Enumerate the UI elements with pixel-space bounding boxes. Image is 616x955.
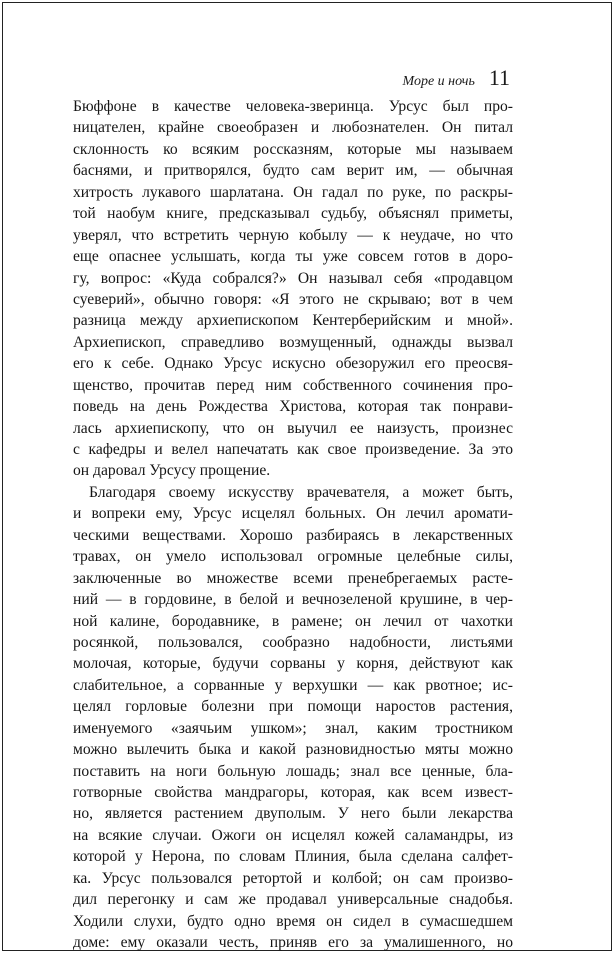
- text-line: Ходили слухи, будто одно время он сидел в сумасшедшем: [73, 912, 513, 930]
- page-number: 11: [488, 65, 510, 90]
- text-line: но, является растением двуполым. У него были лекарства: [73, 805, 513, 823]
- text-line: можно вылечить быка и какой разновидностью мяты можно: [73, 741, 513, 759]
- text-line: травах, он умело использовал огромные целебные силы,: [73, 548, 513, 566]
- text-line: лась архиепископу, что он выучил ее наизусть, произнес: [73, 419, 513, 437]
- paragraph: [73, 96, 513, 482]
- text-line: с кафедры и велел напечатать как свое произведение. За это: [73, 441, 513, 458]
- text-line: поведь на день Рождества Христова, которая так понрави-: [73, 398, 513, 416]
- text-line: его к себе. Однако Урсус искусно обезоружил его преосвя-: [73, 355, 513, 373]
- text-line: и вопреки ему, Урсус исцелял больных. Он лечил аромати-: [73, 505, 513, 523]
- text-line: той наобум книге, предсказывал судьбу, объяснял приметы,: [73, 205, 513, 223]
- text-line: готворные свойства мандрагоры, которая, как всем извест-: [73, 784, 513, 801]
- text-line: ческими веществами. Хорошо разбираясь в лекарственных: [73, 526, 513, 544]
- text-line: целял горловые болезни при помощи наростов растения,: [73, 698, 513, 716]
- text-line: гу, вопрос: «Куда собрался?» Он называл себя «продавцом: [73, 269, 513, 287]
- text-line: именуемого «заячьим ушком»; знал, каким тростником: [73, 719, 513, 737]
- text-line: дил перегонку и сам же продавал универсальные снадобья.: [73, 891, 513, 909]
- text-line: ной калине, бородавнике, в рамене; он лечил от чахотки: [73, 612, 513, 630]
- text-line: еще опаснее услышать, когда ты уже совсем готов в доро-: [73, 248, 513, 266]
- paragraph: [73, 482, 513, 954]
- text-line: поставить на ноги больную лошадь; знал все ценные, бла-: [73, 762, 513, 780]
- text-line: на всякие случаи. Ожоги он исцелял кожей саламандры, из: [73, 826, 513, 844]
- text-line: молочая, которые, будучи сорваны у корня, действуют как: [73, 655, 513, 673]
- running-head: [403, 65, 511, 91]
- text-line: росянкой, пользовался, сообразно надобности, листьями: [73, 633, 513, 651]
- text-line: ницателен, крайне своеобразен и любознателен. Он питал: [73, 119, 513, 137]
- text-line: суеверий», обычно говоря: «Я этого не скрываю; вот в чем: [73, 290, 513, 308]
- text-line: ний — в гордовине, в белой и вечнозеленой крушине, в чер-: [73, 591, 513, 609]
- text-line: баснями, и притворялся, будто сам верит им, — обычная: [73, 162, 513, 180]
- text-line: разница между архиепископом Кентерберийским и мной».: [73, 312, 513, 330]
- text-line: хитрость лукавого шарлатана. Он гадал по руке, по раскры-: [73, 183, 513, 201]
- text-line: которой у Нерона, по словам Плиния, была сделана салфет-: [73, 848, 513, 866]
- body-text: [73, 96, 513, 954]
- text-line: слабительное, а сорванные у верхушки — как рвотное; ис-: [73, 676, 513, 694]
- text-line: Благодаря своему искусству врачевателя, а может быть,: [89, 483, 513, 501]
- text-line: склонность ко всяким россказням, которые мы называем: [73, 140, 513, 158]
- text-line: щенство, прочитав перед ним собственного сочинения про-: [73, 376, 513, 394]
- running-head-title: Море и ночь: [402, 74, 475, 89]
- text-line: ка. Урсус пользовался ретортой и колбой; он сам произво-: [73, 869, 513, 887]
- text-line: Бюффоне в качестве человека-зверинца. Урсус был про-: [73, 98, 513, 115]
- text-line: он даровал Урсусу прощение.: [73, 462, 271, 480]
- text-line: уверял, что встретить черную кобылу — к неудаче, но что: [73, 226, 513, 244]
- text-line: Архиепископ, справедливо возмущенный, однажды вызвал: [73, 333, 513, 351]
- text-line: доме: ему оказали честь, приняв его за умалишенного, но: [73, 934, 513, 952]
- text-line: заключенные во множестве всеми пренебрегаемых расте-: [73, 569, 513, 587]
